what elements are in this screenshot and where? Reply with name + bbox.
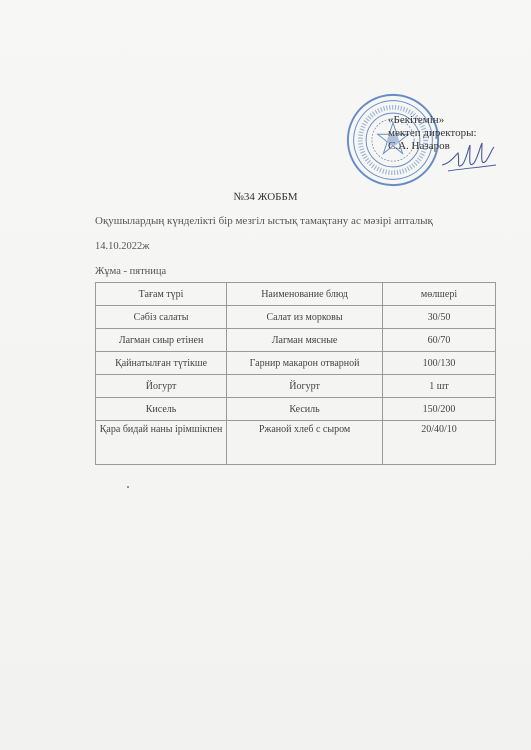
director-signature: [440, 135, 500, 180]
cell-dish-type: Йогурт: [96, 375, 227, 398]
stray-mark: [127, 486, 129, 488]
school-title: №34 ЖОББМ: [233, 191, 298, 203]
cell-portion: 30/50: [382, 306, 495, 329]
table-row: [96, 329, 496, 352]
table-row: [96, 398, 496, 421]
menu-table: [95, 282, 496, 465]
cell-portion: 100/130: [382, 352, 495, 375]
header-portion: мөлшері: [382, 283, 495, 306]
approval-line-1: «Бекітемін»: [388, 114, 445, 126]
header-dish-name: Наименование блюд: [227, 283, 383, 306]
approval-line-3: С.А. Назаров: [388, 140, 450, 152]
cell-dish-name: Ржаной хлеб с сыром: [227, 421, 383, 465]
cell-dish-type: Қайнатылған түтікше: [96, 352, 227, 375]
header-dish-type: Тағам түрі: [96, 283, 227, 306]
cell-dish-type: Сәбіз салаты: [96, 306, 227, 329]
cell-portion: 150/200: [382, 398, 495, 421]
cell-dish-name: Йогурт: [227, 375, 383, 398]
table-header-row: [96, 283, 496, 306]
cell-dish-name: Кесиль: [227, 398, 383, 421]
cell-dish-name: Салат из морковы: [227, 306, 383, 329]
cell-dish-type: Кисель: [96, 398, 227, 421]
table-row: [96, 306, 496, 329]
menu-heading: Оқушылардың күнделікті бір мезгіл ыстық тамақтану ас мәзірі апталық: [95, 215, 433, 227]
cell-dish-name: Гарнир макарон отварной: [227, 352, 383, 375]
approval-line-2: мектеп директоры:: [388, 127, 477, 139]
menu-date: 14.10.2022ж: [95, 241, 150, 252]
cell-dish-name: Лагман мясные: [227, 329, 383, 352]
menu-day: Жұма - пятница: [95, 266, 167, 277]
cell-dish-type: Қара бидай наны ірімшікпен: [96, 421, 227, 465]
cell-portion: 60/70: [382, 329, 495, 352]
table-row: [96, 352, 496, 375]
table-row: [96, 375, 496, 398]
cell-portion: 1 шт: [382, 375, 495, 398]
table-row: [96, 421, 496, 465]
cell-portion: 20/40/10: [382, 421, 495, 465]
cell-dish-type: Лагман сиыр етінен: [96, 329, 227, 352]
